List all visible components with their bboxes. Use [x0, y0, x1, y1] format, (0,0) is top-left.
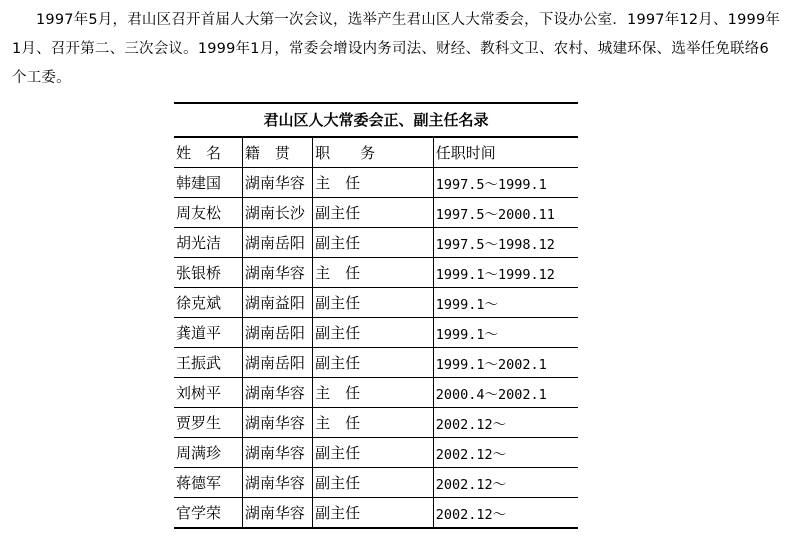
cell-name: 刘树平 — [174, 378, 242, 408]
cell-term: 1999.1～ — [433, 318, 578, 348]
cell-native-place: 湖南华容 — [242, 468, 312, 498]
leaders-table — [174, 138, 578, 529]
cell-position: 副主任 — [313, 348, 434, 378]
table-header-row — [174, 138, 578, 168]
cell-name: 张银桥 — [174, 258, 242, 288]
cell-term: 1999.1～1999.12 — [433, 258, 578, 288]
table-row — [174, 468, 578, 498]
cell-native-place: 湖南益阳 — [242, 288, 312, 318]
table-row — [174, 168, 578, 198]
leaders-table-block — [174, 102, 578, 529]
table-row — [174, 288, 578, 318]
table-row — [174, 258, 578, 288]
intro-paragraph: 1997年5月，君山区召开首届人大第一次会议，选举产生君山区人大常委会，下设办公室．1997年12月、1999年1月、召开第二、三次会议。1999年1月，常委会增设内务司法、财经、教科文卫、农村、城建环保、选举任免联络6个工委。 — [12, 12, 781, 86]
table-row — [174, 408, 578, 438]
header-position: 职 务 — [313, 138, 434, 168]
cell-position: 副主任 — [313, 288, 434, 318]
header-term: 任职时间 — [433, 138, 578, 168]
table-row — [174, 498, 578, 529]
cell-name: 韩建国 — [174, 168, 242, 198]
cell-native-place: 湖南华容 — [242, 498, 312, 529]
cell-native-place: 湖南华容 — [242, 168, 312, 198]
cell-position: 主 任 — [313, 258, 434, 288]
cell-term: 1999.1～ — [433, 288, 578, 318]
cell-name: 周友松 — [174, 198, 242, 228]
cell-native-place: 湖南华容 — [242, 408, 312, 438]
cell-native-place: 湖南岳阳 — [242, 318, 312, 348]
header-native-place: 籍 贯 — [242, 138, 312, 168]
cell-position: 主 任 — [313, 378, 434, 408]
cell-native-place: 湖南华容 — [242, 258, 312, 288]
cell-term: 2002.12～ — [433, 438, 578, 468]
cell-name: 贾罗生 — [174, 408, 242, 438]
cell-position: 主 任 — [313, 168, 434, 198]
cell-term: 1997.5～1998.12 — [433, 228, 578, 258]
cell-position: 副主任 — [313, 438, 434, 468]
cell-position: 副主任 — [313, 318, 434, 348]
cell-position: 副主任 — [313, 498, 434, 529]
table-row — [174, 228, 578, 258]
cell-position: 副主任 — [313, 468, 434, 498]
cell-native-place: 湖南岳阳 — [242, 348, 312, 378]
table-row — [174, 438, 578, 468]
cell-name: 徐克斌 — [174, 288, 242, 318]
cell-term: 1997.5～1999.1 — [433, 168, 578, 198]
cell-name: 王振武 — [174, 348, 242, 378]
cell-native-place: 湖南岳阳 — [242, 228, 312, 258]
table-row — [174, 348, 578, 378]
cell-term: 2002.12～ — [433, 408, 578, 438]
cell-position: 主 任 — [313, 408, 434, 438]
cell-name: 官学荣 — [174, 498, 242, 529]
cell-position: 副主任 — [313, 228, 434, 258]
cell-native-place: 湖南华容 — [242, 438, 312, 468]
table-caption: 君山区人大常委会正、副主任名录 — [263, 111, 489, 129]
table-row — [174, 198, 578, 228]
table-row — [174, 378, 578, 408]
cell-term: 1999.1～2002.1 — [433, 348, 578, 378]
cell-native-place: 湖南长沙 — [242, 198, 312, 228]
cell-term: 2000.4～2002.1 — [433, 378, 578, 408]
cell-name: 龚道平 — [174, 318, 242, 348]
cell-term: 2002.12～ — [433, 498, 578, 529]
cell-name: 周满珍 — [174, 438, 242, 468]
table-row — [174, 318, 578, 348]
cell-term: 2002.12～ — [433, 468, 578, 498]
cell-name: 胡光洁 — [174, 228, 242, 258]
header-name: 姓 名 — [174, 138, 242, 168]
cell-name: 蒋德军 — [174, 468, 242, 498]
cell-term: 1997.5～2000.11 — [433, 198, 578, 228]
cell-position: 副主任 — [313, 198, 434, 228]
cell-native-place: 湖南华容 — [242, 378, 312, 408]
